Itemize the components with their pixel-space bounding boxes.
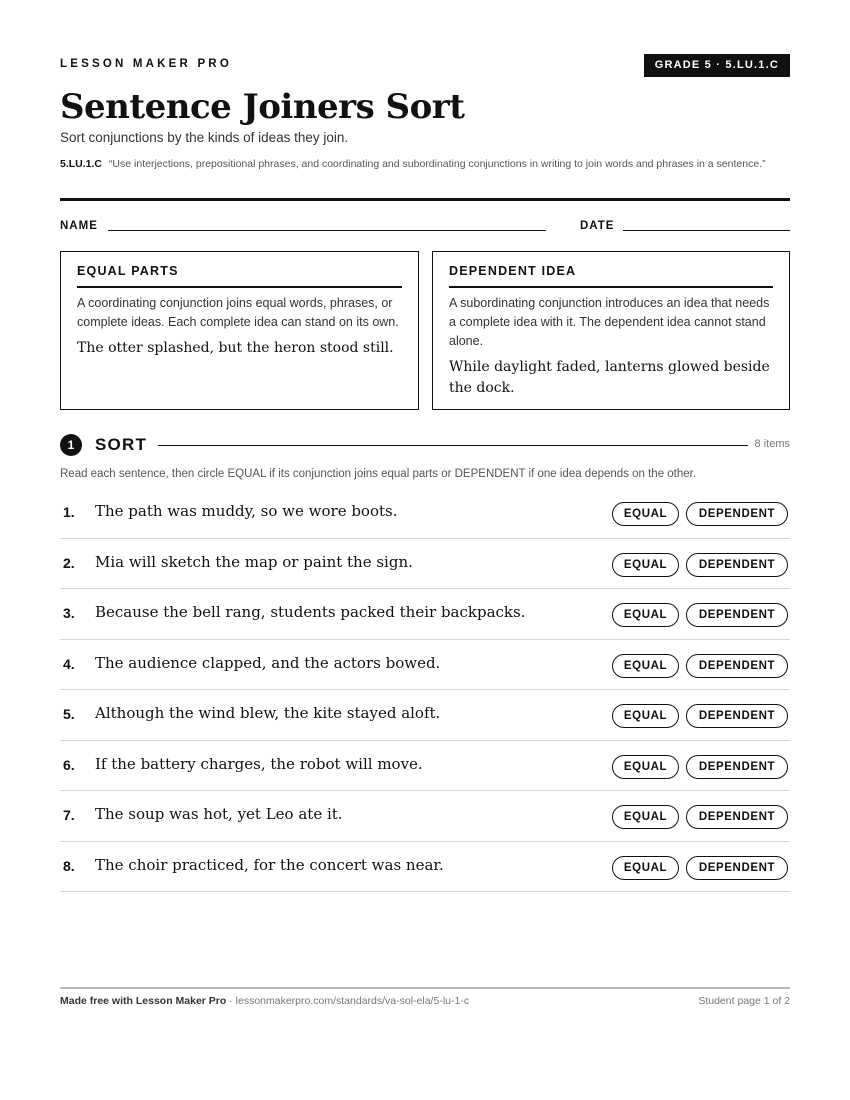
brand-name: LESSON MAKER PRO xyxy=(60,58,232,70)
equal-option[interactable]: EQUAL xyxy=(612,856,679,880)
card-example: The otter splashed, but the heron stood still. xyxy=(77,340,394,356)
item-number: 2. xyxy=(63,554,75,571)
footer-credit xyxy=(60,995,469,1007)
dependent-option[interactable]: DEPENDENT xyxy=(686,603,788,627)
dependent-option[interactable]: DEPENDENT xyxy=(686,856,788,880)
card-description: A subordinating conjunction introduces an idea that needs a complete idea with it. The dependent idea cannot stand alone. xyxy=(449,296,770,348)
section-divider xyxy=(158,445,748,446)
name-label: NAME xyxy=(60,220,98,232)
card-example: While daylight faded, lanterns glowed beside the dock. xyxy=(449,359,770,396)
page-subtitle: Sort conjunctions by the kinds of ideas they join. xyxy=(60,130,349,145)
page-title: Sentence Joiners Sort xyxy=(60,87,465,127)
list-item xyxy=(60,539,790,590)
dependent-option[interactable]: DEPENDENT xyxy=(686,654,788,678)
dependent-option[interactable]: DEPENDENT xyxy=(686,502,788,526)
page-indicator: Student page 1 of 2 xyxy=(698,995,790,1007)
grade-badge: GRADE 5 · 5.LU.1.C xyxy=(644,54,790,77)
card-heading: EQUAL PARTS xyxy=(77,264,402,288)
card-heading: DEPENDENT IDEA xyxy=(449,264,773,288)
dependent-option[interactable]: DEPENDENT xyxy=(686,805,788,829)
list-item xyxy=(60,589,790,640)
footer-url: · lessonmakerpro.com/standards/va-sol-ela/5-lu-1-c xyxy=(226,995,470,1007)
item-number: 8. xyxy=(63,857,75,874)
item-sentence: The audience clapped, and the actors bowed. xyxy=(95,653,441,672)
item-count: 8 items xyxy=(754,438,790,450)
item-sentence: Although the wind blew, the kite stayed aloft. xyxy=(95,704,441,722)
equal-option[interactable]: EQUAL xyxy=(612,704,679,728)
list-item xyxy=(60,791,790,842)
name-field[interactable] xyxy=(108,230,546,231)
item-number: 5. xyxy=(63,706,75,722)
list-item xyxy=(60,842,790,893)
item-number: 7. xyxy=(63,807,75,823)
standard-code: 5.LU.1.C xyxy=(60,158,103,170)
item-number: 4. xyxy=(63,655,75,672)
equal-option[interactable]: EQUAL xyxy=(612,603,679,627)
item-sentence: Because the bell rang, students packed their backpacks. xyxy=(95,603,526,621)
equal-option[interactable]: EQUAL xyxy=(612,654,679,678)
section-title: SORT xyxy=(95,435,148,454)
section-number: 1 xyxy=(60,434,82,456)
footer-divider xyxy=(60,987,790,989)
dependent-option[interactable]: DEPENDENT xyxy=(686,704,788,728)
item-sentence: If the battery charges, the robot will move. xyxy=(95,754,423,773)
date-label: DATE xyxy=(580,220,615,232)
footer-maker: Made free with Lesson Maker Pro xyxy=(60,995,227,1007)
header-divider xyxy=(60,198,790,201)
item-number: 1. xyxy=(63,504,75,520)
dependent-option[interactable]: DEPENDENT xyxy=(686,553,788,577)
item-sentence: The soup was hot, yet Leo ate it. xyxy=(95,805,343,823)
item-number: 6. xyxy=(63,756,75,773)
item-sentence: The choir practiced, for the concert was near. xyxy=(95,855,444,874)
list-item xyxy=(60,488,790,539)
card-description: A coordinating conjunction joins equal words, phrases, or complete ideas. Each complete idea can stand on its own. xyxy=(77,296,399,329)
equal-option[interactable]: EQUAL xyxy=(612,755,679,779)
list-item xyxy=(60,640,790,691)
item-number: 3. xyxy=(63,605,75,621)
item-sentence: Mia will sketch the map or paint the sign. xyxy=(95,552,413,571)
date-field[interactable] xyxy=(623,230,790,231)
list-item xyxy=(60,690,790,741)
equal-parts-card xyxy=(60,251,419,410)
item-sentence: The path was muddy, so we wore boots. xyxy=(95,502,398,520)
dependent-option[interactable]: DEPENDENT xyxy=(686,755,788,779)
sort-list xyxy=(60,488,790,892)
equal-option[interactable]: EQUAL xyxy=(612,502,679,526)
instructions: Read each sentence, then circle EQUAL if its conjunction joins equal parts or DEPENDENT if one idea depends on the other. xyxy=(60,468,697,480)
equal-option[interactable]: EQUAL xyxy=(612,553,679,577)
dependent-idea-card xyxy=(432,251,790,410)
standard-text: “Use interjections, prepositional phrases, and coordinating and subordinating conjunctions in writing to join words and phrases in a sentence.” xyxy=(108,158,766,170)
list-item xyxy=(60,741,790,792)
standard-note xyxy=(60,156,790,172)
equal-option[interactable]: EQUAL xyxy=(612,805,679,829)
